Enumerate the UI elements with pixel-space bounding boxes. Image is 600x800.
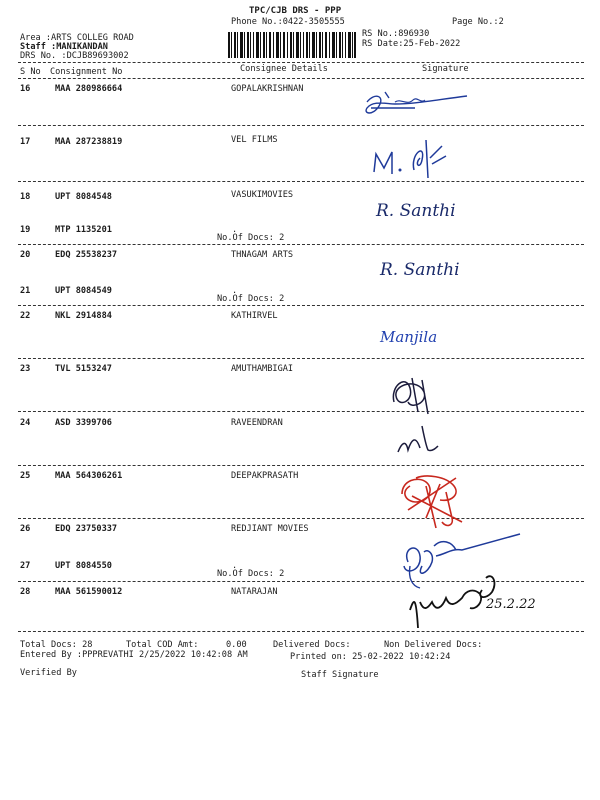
table-row [0, 471, 600, 481]
signature-vel-films [370, 134, 460, 184]
table-row [0, 364, 600, 374]
row-consignment: UPT 8084550 [55, 561, 112, 571]
table-row [0, 190, 600, 200]
signature-deepakprasath [396, 472, 472, 536]
page-number: Page No.:2 [452, 17, 504, 27]
table-row [0, 286, 600, 296]
delivered-docs: Delivered Docs: [273, 640, 351, 650]
signature-kathirvel [380, 322, 460, 354]
col-signature: Signature [422, 64, 469, 74]
printed-on: Printed on: 25-02-2022 10:42:24 [290, 652, 451, 662]
entered-by: Entered By :PPPREVATHI 2/25/2022 10:42:08 AM [20, 650, 248, 660]
docs-count: No.Of Docs: 2 [217, 569, 285, 579]
row-consignment: EDQ 23750337 [55, 524, 118, 534]
svg-text:R. Santhi: R. Santhi [376, 201, 456, 221]
rs-date: RS Date:25-Feb-2022 [362, 39, 461, 49]
svg-text:R. Santhi: R. Santhi [380, 260, 460, 280]
row-consignee: RAVEENDRAN [231, 418, 283, 428]
signature-amuthambigai [388, 372, 438, 420]
row-sno: 16 [20, 84, 31, 94]
footer-divider [18, 631, 584, 632]
row-divider [18, 465, 584, 466]
svg-text:25.2.22: 25.2.22 [486, 597, 536, 612]
row-consignee: THNAGAM ARTS [231, 250, 294, 260]
rs-number: RS No.:896930 [362, 29, 430, 39]
signature-vasukimovies [376, 196, 476, 228]
docs-count: No.Of Docs: 2 [217, 233, 285, 243]
row-divider [18, 358, 584, 359]
total-docs: Total Docs: 28 [20, 640, 93, 650]
col-consignment: Consignment No [50, 67, 123, 77]
row-consignment: TVL 5153247 [55, 364, 112, 374]
drs-sheet: TPC/CJB DRS - PPP Phone No.:0422-3505555 Page No.:2 RS No.:896930 RS Date:25-Feb-2022 Area :ARTS COLLEG ROAD Staff :MANIKANDAN DRS No. :DCJB89693002 S No Consignment No Consignee Details Signature 16 MAA 280986664 GOPALAKRISHNAN 17 MAA 287238819 VEL FILMS 18 UPT 8084548 VASUKIMOVIES 19 MTP 1135201 . No.Of Docs: 2 20 EDQ 25538237 THNAGAM ARTS 21 UPT 8084549 . No.Of Docs: 2 22 NKL 2914884 KATHIRVEL 23 TVL 5153247 AMUTHAMBIGAI 24 ASD 3399706 RAVEENDRAN 25 MAA 564306261 DEEPAKPRASATH 26 EDQ 23750337 REDJIANT MOVIES 27 UPT 8084550 . No.Of Docs: 2 28 MAA 561590012 NATARAJAN R. Santhi R. Santhi Manjila 25.2.22 Total Docs: 28 Total COD Amt: 0.00 Delivered Docs: Non Delivered Docs: Entered By :PPPREVATHI 2/25/2022 10:42:08 AM Printed on: 25-02-2022 10:42:24 Verified By Staff Signature [0, 0, 600, 800]
row-consignment: NKL 2914884 [55, 311, 112, 321]
row-sno: 23 [20, 364, 31, 374]
row-divider [18, 244, 584, 245]
phone-number: Phone No.:0422-3505555 [231, 17, 345, 27]
table-row [0, 225, 600, 235]
row-sno: 20 [20, 250, 31, 260]
table-row [0, 311, 600, 321]
header-divider [18, 62, 584, 63]
report-title: TPC/CJB DRS - PPP [249, 6, 342, 16]
row-sno: 26 [20, 524, 31, 534]
verified-by: Verified By [20, 668, 77, 678]
barcode [228, 32, 356, 58]
table-row [0, 84, 600, 94]
row-consignment: MAA 561590012 [55, 587, 123, 597]
svg-text:Manjila: Manjila [380, 328, 438, 346]
table-row [0, 137, 600, 147]
signature-gopalakrishnan [355, 88, 475, 126]
row-sno: 25 [20, 471, 31, 481]
row-consignment: UPT 8084548 [55, 192, 112, 202]
row-sno: 22 [20, 311, 31, 321]
row-sno: 18 [20, 192, 31, 202]
row-divider [18, 411, 584, 412]
total-cod-value: 0.00 [226, 640, 247, 650]
total-cod-label: Total COD Amt: [126, 640, 199, 650]
row-consignee: VASUKIMOVIES [231, 190, 294, 200]
drs-number: DRS No. :DCJB89693002 [20, 51, 129, 61]
row-consignment: MTP 1135201 [55, 225, 112, 235]
row-consignee: AMUTHAMBIGAI [231, 364, 294, 374]
row-sno: 27 [20, 561, 31, 571]
table-row [0, 250, 600, 260]
row-sno: 19 [20, 225, 31, 235]
row-consignment: UPT 8084549 [55, 286, 112, 296]
row-consignee: REDJIANT MOVIES [231, 524, 309, 534]
row-sno: 21 [20, 286, 31, 296]
row-consignment: MAA 280986664 [55, 84, 123, 94]
row-divider [18, 305, 584, 306]
row-sno: 24 [20, 418, 31, 428]
table-row [0, 418, 600, 428]
non-delivered-docs: Non Delivered Docs: [384, 640, 483, 650]
row-consignee: NATARAJAN [231, 587, 278, 597]
col-sno: S No [20, 67, 41, 77]
signature-thangam-arts [380, 255, 470, 287]
row-consignee: GOPALAKRISHNAN [231, 84, 304, 94]
staff-label: Staff :MANIKANDAN [20, 42, 108, 52]
row-consignee: KATHIRVEL [231, 311, 278, 321]
row-consignment: MAA 564306261 [55, 471, 123, 481]
columns-divider [18, 78, 584, 79]
row-consignee: VEL FILMS [231, 135, 278, 145]
docs-count: No.Of Docs: 2 [217, 294, 285, 304]
signature-raveendran [394, 422, 440, 460]
row-consignment: EDQ 25538237 [55, 250, 118, 260]
row-sno: 28 [20, 587, 31, 597]
row-divider [18, 518, 584, 519]
col-consignee: Consignee Details [240, 64, 328, 74]
staff-signature-label: Staff Signature [301, 670, 379, 680]
row-consignment: ASD 3399706 [55, 418, 112, 428]
area-label: Area :ARTS COLLEG ROAD [20, 33, 134, 43]
row-consignee: DEEPAKPRASATH [231, 471, 299, 481]
row-divider [18, 181, 584, 182]
row-consignment: MAA 287238819 [55, 137, 123, 147]
signature-natarajan [406, 568, 556, 640]
row-divider [18, 125, 584, 126]
row-sno: 17 [20, 137, 31, 147]
